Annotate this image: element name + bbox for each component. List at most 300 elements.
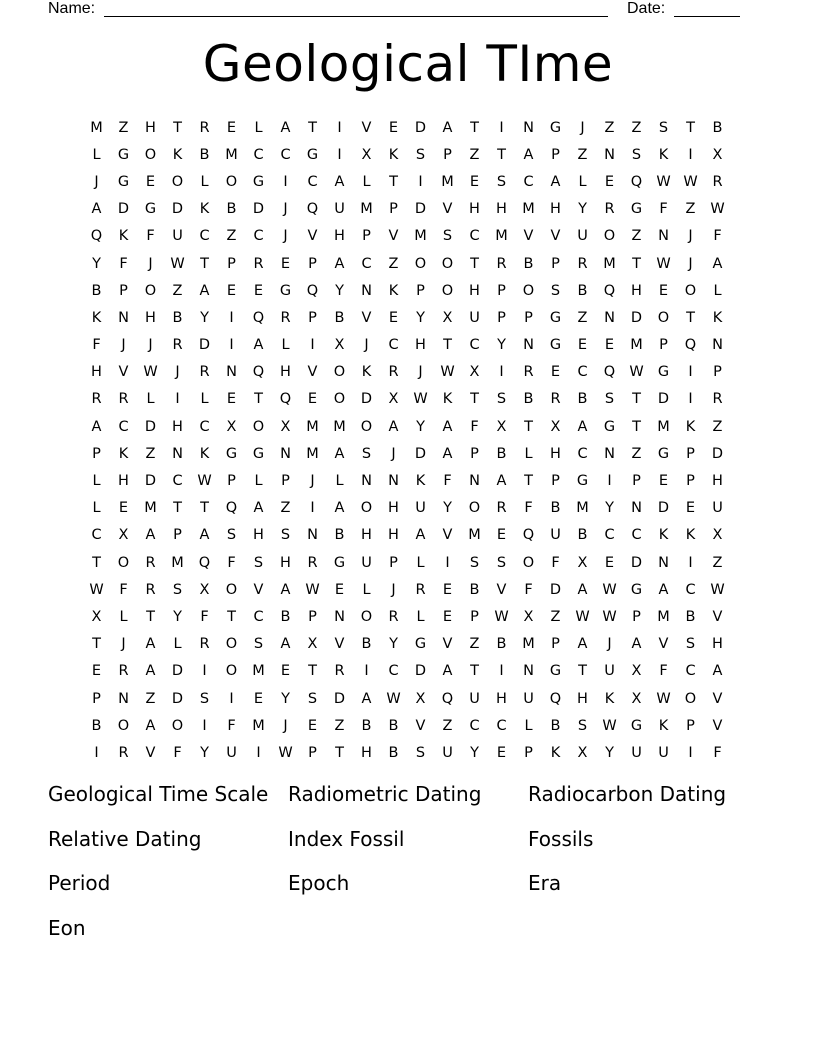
- grid-letter[interactable]: D: [252, 201, 265, 218]
- grid-letter[interactable]: I: [445, 554, 450, 571]
- grid-letter[interactable]: C: [253, 608, 264, 625]
- grid-letter[interactable]: T: [173, 500, 182, 517]
- grid-letter[interactable]: G: [117, 146, 130, 163]
- grid-letter[interactable]: R: [118, 663, 129, 680]
- grid-letter[interactable]: U: [631, 744, 642, 761]
- grid-letter[interactable]: U: [577, 228, 588, 245]
- grid-letter[interactable]: D: [630, 554, 643, 571]
- grid-letter[interactable]: K: [199, 445, 210, 462]
- grid-letter[interactable]: B: [577, 391, 588, 408]
- grid-letter[interactable]: G: [549, 663, 562, 680]
- grid-letter[interactable]: S: [442, 228, 453, 245]
- grid-letter[interactable]: K: [442, 391, 453, 408]
- grid-letter[interactable]: R: [91, 391, 102, 408]
- grid-letter[interactable]: A: [361, 690, 372, 707]
- grid-letter[interactable]: W: [197, 473, 212, 490]
- grid-letter[interactable]: X: [577, 554, 588, 571]
- grid-letter[interactable]: X: [388, 391, 399, 408]
- grid-letter[interactable]: Y: [497, 337, 506, 354]
- grid-letter[interactable]: U: [604, 663, 615, 680]
- grid-letter[interactable]: L: [119, 608, 128, 625]
- grid-letter[interactable]: F: [470, 418, 479, 435]
- grid-letter[interactable]: R: [172, 337, 183, 354]
- grid-letter[interactable]: X: [496, 418, 507, 435]
- grid-letter[interactable]: B: [523, 255, 534, 272]
- grid-letter[interactable]: T: [308, 119, 317, 136]
- grid-letter[interactable]: C: [253, 146, 264, 163]
- grid-letter[interactable]: T: [443, 337, 452, 354]
- grid-letter[interactable]: G: [414, 636, 427, 653]
- grid-letter[interactable]: N: [361, 473, 372, 490]
- grid-letter[interactable]: N: [388, 473, 399, 490]
- grid-letter[interactable]: M: [576, 500, 589, 517]
- grid-letter[interactable]: U: [361, 554, 372, 571]
- grid-letter[interactable]: X: [307, 636, 318, 653]
- grid-letter[interactable]: A: [577, 418, 588, 435]
- grid-letter[interactable]: K: [658, 146, 669, 163]
- grid-letter[interactable]: D: [144, 418, 157, 435]
- grid-letter[interactable]: B: [91, 282, 102, 299]
- grid-letter[interactable]: I: [688, 146, 693, 163]
- grid-letter[interactable]: V: [388, 228, 399, 245]
- grid-letter[interactable]: P: [281, 473, 290, 490]
- grid-letter[interactable]: E: [307, 391, 318, 408]
- grid-letter[interactable]: M: [657, 418, 670, 435]
- grid-letter[interactable]: P: [713, 364, 722, 381]
- grid-letter[interactable]: T: [227, 608, 236, 625]
- grid-letter[interactable]: P: [524, 744, 533, 761]
- grid-letter[interactable]: Z: [334, 717, 345, 734]
- grid-letter[interactable]: S: [685, 636, 696, 653]
- grid-letter[interactable]: U: [658, 744, 669, 761]
- grid-letter[interactable]: Q: [198, 554, 211, 571]
- grid-letter[interactable]: J: [607, 636, 612, 653]
- grid-letter[interactable]: Z: [712, 418, 723, 435]
- grid-letter[interactable]: V: [334, 636, 345, 653]
- grid-letter[interactable]: R: [415, 581, 426, 598]
- grid-letter[interactable]: J: [148, 255, 153, 272]
- grid-letter[interactable]: C: [388, 663, 399, 680]
- grid-letter[interactable]: S: [658, 119, 669, 136]
- grid-letter[interactable]: E: [658, 282, 669, 299]
- grid-letter[interactable]: Q: [603, 282, 616, 299]
- grid-letter[interactable]: H: [91, 364, 102, 381]
- grid-letter[interactable]: I: [229, 309, 234, 326]
- grid-letter[interactable]: R: [496, 255, 507, 272]
- grid-letter[interactable]: U: [712, 500, 723, 517]
- grid-letter[interactable]: U: [334, 201, 345, 218]
- grid-letter[interactable]: S: [199, 690, 210, 707]
- grid-letter[interactable]: W: [575, 608, 590, 625]
- grid-letter[interactable]: O: [333, 391, 346, 408]
- grid-letter[interactable]: O: [522, 554, 535, 571]
- grid-letter[interactable]: I: [688, 391, 693, 408]
- grid-letter[interactable]: O: [360, 608, 373, 625]
- grid-letter[interactable]: C: [523, 173, 534, 190]
- grid-letter[interactable]: O: [657, 309, 670, 326]
- grid-letter[interactable]: Y: [578, 201, 587, 218]
- grid-letter[interactable]: X: [631, 690, 642, 707]
- grid-letter[interactable]: Z: [577, 309, 588, 326]
- grid-letter[interactable]: O: [468, 500, 481, 517]
- grid-letter[interactable]: P: [551, 255, 560, 272]
- grid-letter[interactable]: A: [334, 445, 345, 462]
- grid-letter[interactable]: K: [685, 418, 696, 435]
- grid-letter[interactable]: Z: [577, 146, 588, 163]
- grid-letter[interactable]: R: [550, 391, 561, 408]
- grid-letter[interactable]: W: [305, 581, 320, 598]
- grid-letter[interactable]: B: [91, 717, 102, 734]
- grid-letter[interactable]: G: [252, 173, 265, 190]
- grid-letter[interactable]: E: [550, 364, 561, 381]
- grid-letter[interactable]: X: [523, 608, 534, 625]
- grid-letter[interactable]: D: [117, 201, 130, 218]
- grid-letter[interactable]: Z: [631, 445, 642, 462]
- grid-letter[interactable]: J: [391, 581, 396, 598]
- grid-letter[interactable]: T: [470, 391, 479, 408]
- grid-letter[interactable]: F: [443, 473, 452, 490]
- grid-letter[interactable]: N: [604, 445, 615, 462]
- grid-letter[interactable]: W: [494, 608, 509, 625]
- grid-letter[interactable]: L: [200, 391, 209, 408]
- grid-letter[interactable]: R: [496, 500, 507, 517]
- grid-letter[interactable]: W: [683, 173, 698, 190]
- grid-letter[interactable]: O: [522, 282, 535, 299]
- grid-letter[interactable]: J: [148, 337, 153, 354]
- grid-letter[interactable]: Z: [145, 445, 156, 462]
- grid-letter[interactable]: O: [225, 173, 238, 190]
- grid-letter[interactable]: G: [630, 581, 643, 598]
- grid-letter[interactable]: M: [333, 418, 346, 435]
- grid-letter[interactable]: I: [202, 717, 207, 734]
- grid-letter[interactable]: T: [470, 119, 479, 136]
- grid-letter[interactable]: L: [362, 581, 371, 598]
- grid-letter[interactable]: T: [200, 255, 209, 272]
- grid-letter[interactable]: R: [712, 173, 723, 190]
- grid-letter[interactable]: F: [659, 201, 668, 218]
- grid-letter[interactable]: W: [656, 690, 671, 707]
- grid-letter[interactable]: A: [253, 500, 264, 517]
- grid-letter[interactable]: V: [253, 581, 264, 598]
- grid-letter[interactable]: G: [549, 337, 562, 354]
- grid-letter[interactable]: R: [334, 663, 345, 680]
- grid-letter[interactable]: T: [389, 173, 398, 190]
- grid-letter[interactable]: B: [334, 309, 345, 326]
- grid-letter[interactable]: M: [252, 717, 265, 734]
- grid-letter[interactable]: L: [524, 445, 533, 462]
- grid-letter[interactable]: K: [91, 309, 102, 326]
- grid-letter[interactable]: G: [576, 473, 589, 490]
- grid-letter[interactable]: C: [469, 717, 480, 734]
- grid-letter[interactable]: O: [414, 255, 427, 272]
- grid-letter[interactable]: Q: [252, 309, 265, 326]
- grid-letter[interactable]: O: [144, 146, 157, 163]
- grid-letter[interactable]: C: [685, 663, 696, 680]
- date-blank-line[interactable]: [674, 0, 740, 17]
- grid-letter[interactable]: N: [523, 337, 534, 354]
- grid-letter[interactable]: A: [577, 636, 588, 653]
- grid-letter[interactable]: A: [712, 255, 723, 272]
- grid-letter[interactable]: H: [253, 527, 264, 544]
- grid-letter[interactable]: P: [119, 282, 128, 299]
- grid-letter[interactable]: G: [603, 418, 616, 435]
- grid-letter[interactable]: P: [497, 309, 506, 326]
- grid-letter[interactable]: Y: [416, 418, 425, 435]
- grid-letter[interactable]: X: [415, 690, 426, 707]
- grid-letter[interactable]: N: [712, 337, 723, 354]
- grid-letter[interactable]: G: [630, 717, 643, 734]
- grid-letter[interactable]: O: [360, 500, 373, 517]
- grid-letter[interactable]: T: [173, 119, 182, 136]
- grid-letter[interactable]: A: [334, 500, 345, 517]
- grid-letter[interactable]: M: [603, 255, 616, 272]
- grid-letter[interactable]: C: [199, 228, 210, 245]
- grid-letter[interactable]: U: [442, 744, 453, 761]
- grid-letter[interactable]: N: [658, 228, 669, 245]
- grid-letter[interactable]: N: [523, 119, 534, 136]
- grid-letter[interactable]: R: [118, 391, 129, 408]
- grid-letter[interactable]: W: [602, 581, 617, 598]
- grid-letter[interactable]: I: [229, 337, 234, 354]
- grid-letter[interactable]: X: [280, 418, 291, 435]
- grid-letter[interactable]: T: [92, 554, 101, 571]
- grid-letter[interactable]: D: [414, 445, 427, 462]
- grid-letter[interactable]: F: [524, 500, 533, 517]
- grid-letter[interactable]: C: [469, 228, 480, 245]
- grid-letter[interactable]: F: [200, 608, 209, 625]
- grid-letter[interactable]: I: [256, 744, 261, 761]
- grid-letter[interactable]: B: [361, 717, 372, 734]
- grid-letter[interactable]: K: [712, 309, 723, 326]
- grid-letter[interactable]: S: [253, 636, 264, 653]
- grid-letter[interactable]: M: [441, 173, 454, 190]
- grid-letter[interactable]: E: [388, 309, 399, 326]
- grid-letter[interactable]: M: [90, 119, 103, 136]
- grid-letter[interactable]: I: [364, 663, 369, 680]
- grid-letter[interactable]: B: [361, 636, 372, 653]
- grid-letter[interactable]: V: [118, 364, 129, 381]
- grid-letter[interactable]: J: [121, 636, 126, 653]
- grid-letter[interactable]: Y: [605, 500, 614, 517]
- grid-letter[interactable]: G: [306, 146, 319, 163]
- grid-letter[interactable]: J: [121, 337, 126, 354]
- grid-letter[interactable]: N: [334, 608, 345, 625]
- grid-letter[interactable]: I: [499, 364, 504, 381]
- grid-letter[interactable]: F: [713, 744, 722, 761]
- grid-letter[interactable]: U: [469, 309, 480, 326]
- grid-letter[interactable]: D: [171, 663, 184, 680]
- grid-letter[interactable]: D: [198, 337, 211, 354]
- grid-letter[interactable]: H: [361, 744, 372, 761]
- grid-letter[interactable]: M: [414, 228, 427, 245]
- grid-letter[interactable]: N: [307, 527, 318, 544]
- grid-letter[interactable]: Q: [306, 282, 319, 299]
- grid-letter[interactable]: P: [524, 309, 533, 326]
- grid-letter[interactable]: T: [578, 663, 587, 680]
- grid-letter[interactable]: B: [496, 636, 507, 653]
- grid-letter[interactable]: A: [334, 255, 345, 272]
- grid-letter[interactable]: F: [92, 337, 101, 354]
- grid-letter[interactable]: N: [361, 282, 372, 299]
- grid-letter[interactable]: L: [200, 173, 209, 190]
- grid-letter[interactable]: G: [549, 309, 562, 326]
- grid-letter[interactable]: T: [92, 636, 101, 653]
- grid-letter[interactable]: O: [117, 717, 130, 734]
- grid-letter[interactable]: I: [688, 554, 693, 571]
- grid-letter[interactable]: P: [632, 608, 641, 625]
- grid-letter[interactable]: G: [117, 173, 130, 190]
- grid-letter[interactable]: F: [119, 581, 128, 598]
- grid-letter[interactable]: E: [577, 337, 588, 354]
- grid-letter[interactable]: R: [712, 391, 723, 408]
- grid-letter[interactable]: J: [391, 445, 396, 462]
- grid-letter[interactable]: X: [199, 581, 210, 598]
- grid-letter[interactable]: H: [280, 364, 291, 381]
- grid-letter[interactable]: N: [469, 473, 480, 490]
- grid-letter[interactable]: Z: [442, 717, 453, 734]
- grid-letter[interactable]: A: [280, 581, 291, 598]
- grid-letter[interactable]: C: [685, 581, 696, 598]
- grid-letter[interactable]: N: [118, 690, 129, 707]
- grid-letter[interactable]: R: [523, 364, 534, 381]
- grid-letter[interactable]: P: [173, 527, 182, 544]
- grid-letter[interactable]: P: [551, 473, 560, 490]
- grid-letter[interactable]: I: [283, 173, 288, 190]
- grid-letter[interactable]: J: [418, 364, 423, 381]
- grid-letter[interactable]: E: [280, 663, 291, 680]
- grid-letter[interactable]: P: [686, 473, 695, 490]
- grid-letter[interactable]: E: [442, 608, 453, 625]
- grid-letter[interactable]: B: [712, 119, 723, 136]
- grid-letter[interactable]: J: [688, 255, 693, 272]
- grid-letter[interactable]: X: [334, 337, 345, 354]
- grid-letter[interactable]: L: [281, 337, 290, 354]
- grid-letter[interactable]: F: [227, 554, 236, 571]
- grid-letter[interactable]: E: [685, 500, 696, 517]
- grid-letter[interactable]: C: [307, 173, 318, 190]
- grid-letter[interactable]: X: [442, 309, 453, 326]
- grid-letter[interactable]: X: [550, 418, 561, 435]
- grid-letter[interactable]: S: [496, 173, 507, 190]
- grid-letter[interactable]: G: [657, 364, 670, 381]
- grid-letter[interactable]: N: [523, 663, 534, 680]
- grid-letter[interactable]: P: [389, 554, 398, 571]
- grid-letter[interactable]: V: [145, 744, 156, 761]
- grid-letter[interactable]: B: [550, 500, 561, 517]
- grid-letter[interactable]: W: [170, 255, 185, 272]
- grid-letter[interactable]: V: [442, 201, 453, 218]
- grid-letter[interactable]: T: [470, 255, 479, 272]
- grid-letter[interactable]: V: [361, 119, 372, 136]
- grid-letter[interactable]: E: [226, 282, 237, 299]
- grid-letter[interactable]: K: [658, 527, 669, 544]
- grid-letter[interactable]: A: [415, 527, 426, 544]
- grid-letter[interactable]: Y: [605, 744, 614, 761]
- grid-letter[interactable]: B: [469, 581, 480, 598]
- grid-letter[interactable]: K: [658, 717, 669, 734]
- grid-letter[interactable]: W: [386, 690, 401, 707]
- grid-letter[interactable]: K: [172, 146, 183, 163]
- grid-letter[interactable]: I: [607, 473, 612, 490]
- grid-letter[interactable]: A: [658, 581, 669, 598]
- grid-letter[interactable]: P: [308, 255, 317, 272]
- grid-letter[interactable]: H: [550, 445, 561, 462]
- grid-letter[interactable]: L: [92, 500, 101, 517]
- grid-letter[interactable]: E: [658, 473, 669, 490]
- grid-letter[interactable]: N: [631, 500, 642, 517]
- grid-letter[interactable]: Z: [631, 119, 642, 136]
- grid-letter[interactable]: A: [91, 418, 102, 435]
- grid-letter[interactable]: C: [199, 418, 210, 435]
- grid-letter[interactable]: A: [199, 282, 210, 299]
- grid-letter[interactable]: G: [225, 445, 238, 462]
- grid-letter[interactable]: E: [496, 527, 507, 544]
- grid-letter[interactable]: G: [549, 119, 562, 136]
- grid-letter[interactable]: B: [199, 146, 210, 163]
- grid-letter[interactable]: K: [388, 282, 399, 299]
- grid-letter[interactable]: M: [522, 636, 535, 653]
- grid-letter[interactable]: B: [550, 717, 561, 734]
- grid-letter[interactable]: N: [172, 445, 183, 462]
- grid-letter[interactable]: C: [172, 473, 183, 490]
- grid-letter[interactable]: R: [307, 554, 318, 571]
- grid-letter[interactable]: H: [334, 228, 345, 245]
- grid-letter[interactable]: A: [253, 337, 264, 354]
- grid-letter[interactable]: C: [118, 418, 129, 435]
- grid-letter[interactable]: Y: [173, 608, 182, 625]
- grid-letter[interactable]: O: [684, 282, 697, 299]
- grid-letter[interactable]: P: [551, 636, 560, 653]
- grid-letter[interactable]: W: [413, 391, 428, 408]
- grid-letter[interactable]: J: [364, 337, 369, 354]
- grid-letter[interactable]: S: [469, 554, 480, 571]
- grid-letter[interactable]: R: [199, 364, 210, 381]
- grid-letter[interactable]: L: [254, 119, 263, 136]
- grid-letter[interactable]: X: [712, 146, 723, 163]
- grid-letter[interactable]: J: [283, 717, 288, 734]
- grid-letter[interactable]: F: [524, 581, 533, 598]
- grid-letter[interactable]: O: [225, 636, 238, 653]
- grid-letter[interactable]: O: [252, 418, 265, 435]
- grid-letter[interactable]: L: [416, 608, 425, 625]
- grid-letter[interactable]: D: [414, 663, 427, 680]
- grid-letter[interactable]: B: [334, 527, 345, 544]
- grid-letter[interactable]: Y: [389, 636, 398, 653]
- grid-letter[interactable]: I: [688, 364, 693, 381]
- grid-letter[interactable]: A: [442, 418, 453, 435]
- grid-letter[interactable]: Z: [631, 228, 642, 245]
- grid-letter[interactable]: O: [441, 282, 454, 299]
- grid-letter[interactable]: I: [94, 744, 99, 761]
- grid-letter[interactable]: P: [389, 201, 398, 218]
- grid-letter[interactable]: B: [523, 391, 534, 408]
- grid-letter[interactable]: R: [199, 119, 210, 136]
- grid-letter[interactable]: S: [550, 282, 561, 299]
- grid-letter[interactable]: Y: [200, 309, 209, 326]
- grid-letter[interactable]: V: [712, 690, 723, 707]
- grid-letter[interactable]: P: [92, 690, 101, 707]
- grid-letter[interactable]: B: [388, 744, 399, 761]
- grid-letter[interactable]: Z: [280, 500, 291, 517]
- grid-letter[interactable]: H: [469, 201, 480, 218]
- grid-letter[interactable]: F: [713, 228, 722, 245]
- grid-letter[interactable]: Z: [226, 228, 237, 245]
- grid-letter[interactable]: Q: [225, 500, 238, 517]
- grid-letter[interactable]: J: [283, 228, 288, 245]
- grid-letter[interactable]: Y: [470, 744, 479, 761]
- grid-letter[interactable]: Z: [550, 608, 561, 625]
- grid-letter[interactable]: H: [712, 636, 723, 653]
